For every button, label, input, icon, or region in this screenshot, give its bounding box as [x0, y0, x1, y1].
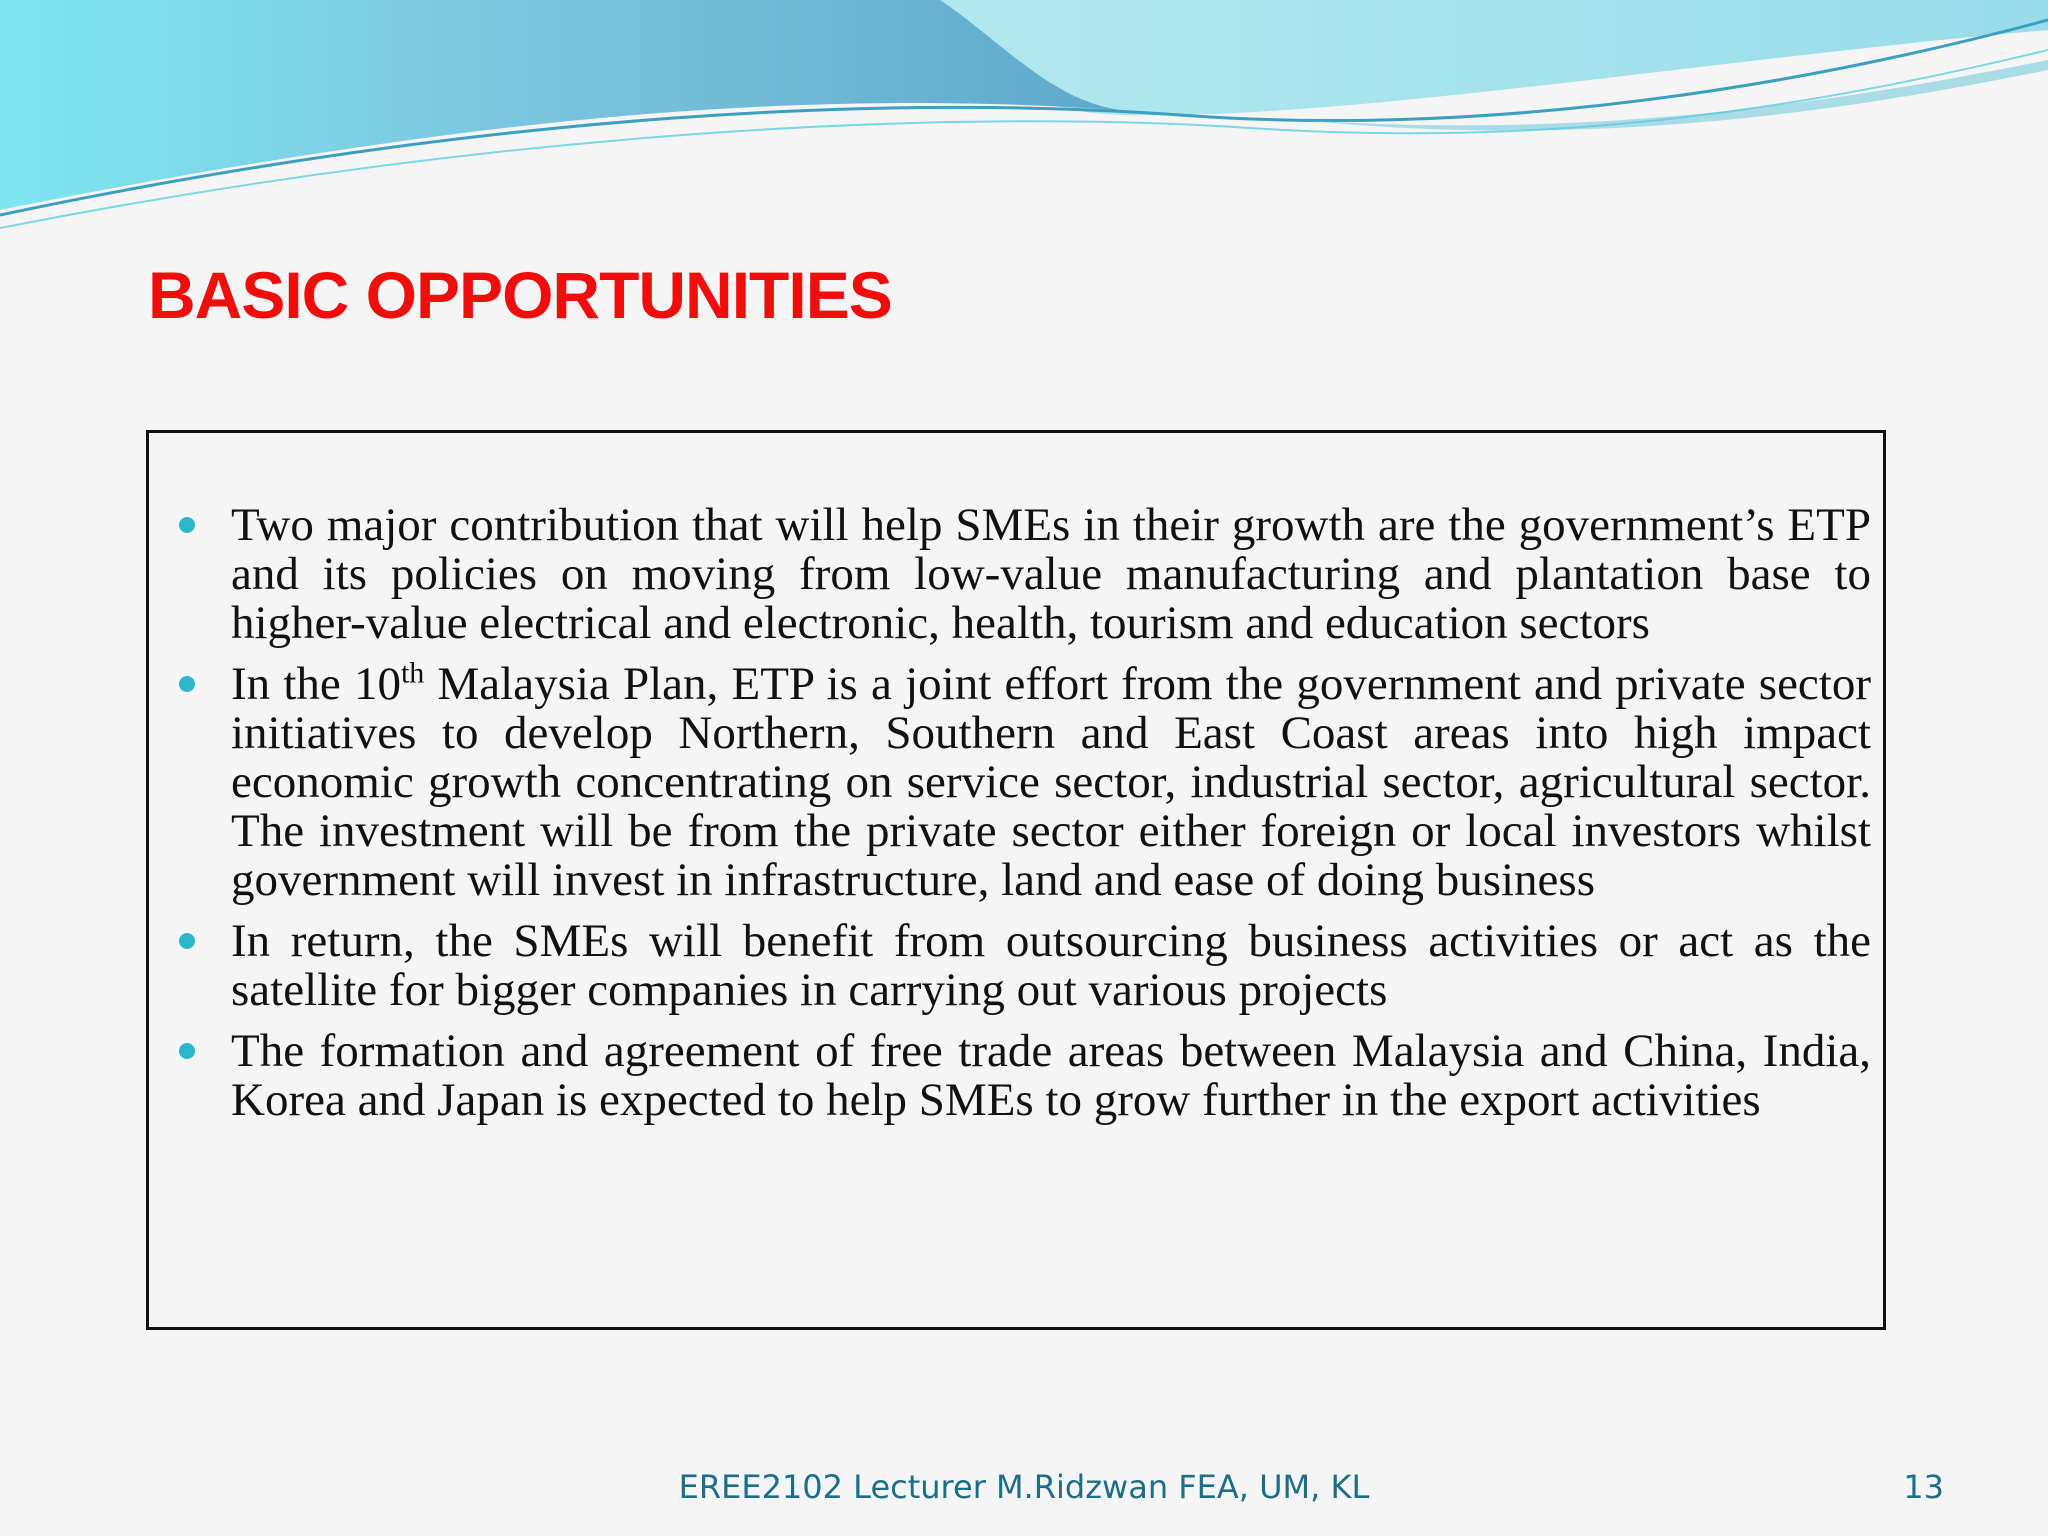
bullet-item	[171, 917, 1871, 1015]
bullet-text-superscript: th	[400, 656, 425, 690]
bullet-text-pre: In the 10	[231, 658, 401, 710]
bullet-text: The formation and agreement of free trade areas between Malaysia and China, India, Korea and Japan is expected to help SMEs to grow further in the export activities	[231, 1025, 1871, 1126]
header-wave-decoration	[0, 0, 2048, 240]
bullet-text: In return, the SMEs will benefit from outsourcing business activities or act as the satellite for bigger companies in carrying out various projects	[231, 915, 1871, 1016]
bullet-item	[171, 656, 1871, 906]
slide-footer: EREE2102 Lecturer M.Ridzwan FEA, UM, KL	[678, 1468, 1370, 1506]
page-number: 13	[1903, 1468, 1944, 1506]
bullet-item	[171, 501, 1871, 648]
bullet-dot-icon	[179, 676, 195, 692]
bullet-text: Two major contribution that will help SMEs in their growth are the government’s ETP and its policies on moving from low-value manufacturing and plantation base to higher-value electrical and electronic, health, tourism and education sectors	[231, 499, 1871, 649]
bullet-text-post: Malaysia Plan, ETP is a joint effort from the government and private sector initiatives to develop Northern, Southern and East Coast areas into high impact economic growth concentrating on service sector, industrial sector, agricultural sector. The investment will be from the private sector either foreign or local investors whilst government will invest in infrastructure, land and ease of doing business	[231, 658, 1871, 906]
bullet-item	[171, 1027, 1871, 1125]
slide-title: BASIC OPPORTUNITIES	[148, 258, 892, 332]
bullet-dot-icon	[179, 933, 195, 949]
bullet-list	[171, 501, 1871, 1137]
bullet-dot-icon	[179, 1043, 195, 1059]
bullet-dot-icon	[179, 517, 195, 533]
bullet-text	[231, 656, 1871, 906]
content-box	[146, 430, 1886, 1330]
